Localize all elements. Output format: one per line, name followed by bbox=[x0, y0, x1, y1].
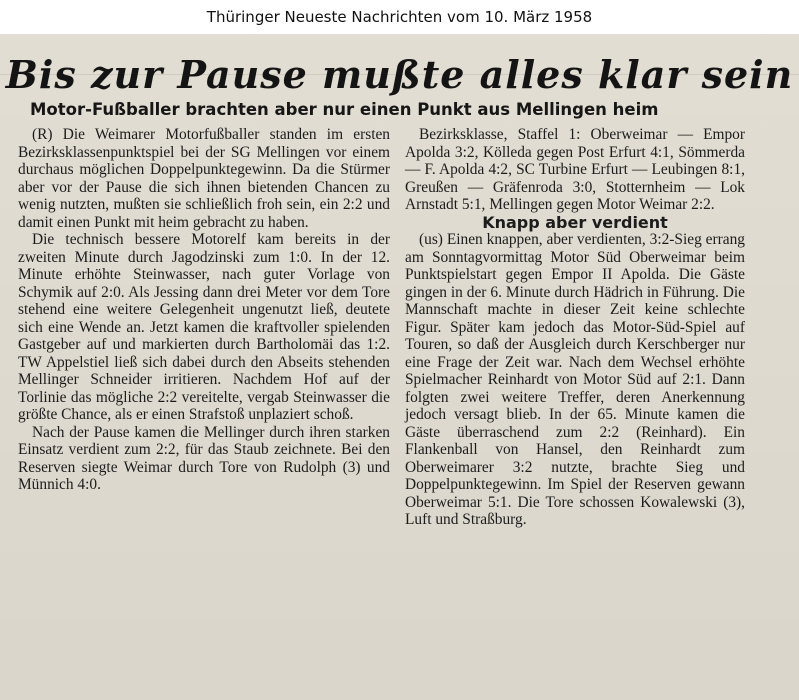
paragraph-oberweimar-report: (us) Einen knappen, aber verdienten, 3:2-Sieg errang am Sonntagvormittag Motor Süd Oberweimar beim Punktspielstart gegen Empor II Apolda. Die Gäste gingen in der 6. Minute durch Hädrich in Führung. Die Mannschaft machte in dieser Zeit keine schlechte Figur. Später kam jedoch das Motor-Süd-Spiel auf Touren, so daß der Ausgleich durch Kerschberger nur eine Frage der Zeit war. Nach dem Wechsel erhöhte Spielmacher Reinhardt von Motor Süd auf 2:1. Dann folgten zwei weitere Treffer, deren Anerkennung jedoch versagt blieb. In der 65. Minute kamen die Gäste überraschend zum 2:2 (Reinhard). Ein Flankenball von Hansel, den Reinhardt zum Oberweimarer 3:2 nutzte, brachte Sieg und Doppelpunktegewinn. Im Spiel der Reserven gewann Oberweimar 5:1. Die Tore schossen Kowalewski (3), Luft und Straßburg. bbox=[405, 231, 745, 528]
image-caption: Thüringer Neueste Nachrichten vom 10. März 1958 bbox=[206, 8, 593, 26]
right-column bbox=[405, 126, 745, 529]
newspaper-clipping bbox=[0, 34, 799, 700]
article-subheadline: Motor-Fußballer brachten aber nur einen Punkt aus Mellingen heim bbox=[30, 100, 659, 119]
paragraph-match-report: Die technisch bessere Motorelf kam bereits in der zweiten Minute durch Jagodzinski zum 1:0. In der 12. Minute erhöhte Steinwasser, nach guter Vorlage von Schymik auf 2:0. Als Jessing dann drei Meter vor dem Tore stehend eine weitere Gelegenheit ungenutzt ließ, deutete sich eine Wende an. Jetzt kamen die kraftvoller spielenden Gastgeber auf und markierten durch Bartholomäi das 1:2. TW Appelstiel ließ sich dabei durch den Abseits stehenden Mellinger Schneider irritieren. Nachdem Hof auf der Torlinie das mögliche 2:2 vereitelte, vergab Steinwasser die größte Chance, als er einen Strafstoß unplaziert schoß. bbox=[18, 231, 390, 423]
paragraph-intro: (R) Die Weimarer Motorfußballer standen im ersten Bezirksklassenpunktspiel bei der SG Mellingen vor einem durchaus möglichen Doppelpunktegewinn. Da die Stürmer aber vor der Pause die sich ihnen bietenden Chancen zu wenig nutzten, mußten sie schließlich froh sein, ein 2:2 und damit einen Punkt mit heim gebracht zu haben. bbox=[18, 126, 390, 231]
paragraph-second-half: Nach der Pause kamen die Mellinger durch ihren starken Einsatz verdient zum 2:2, für das Staub zeichnete. Bei den Reserven siegte Weimar durch Tore von Rudolph (3) und Münnich 4:0. bbox=[18, 423, 390, 493]
article-subheading: Knapp aber verdient bbox=[482, 212, 668, 232]
article-headline: Bis zur Pause mußte alles klar sein bbox=[5, 52, 794, 97]
left-column bbox=[18, 126, 390, 494]
results-paragraph: Bezirksklasse, Staffel 1: Oberweimar — Empor Apolda 3:2, Kölleda gegen Post Erfurt 4:1, Sömmerda — F. Apolda 4:2, SC Turbine Erfurt — Leubingen 8:1, Greußen — Gräfenroda 3:0, Stotternheim — Lok Arnstadt 5:1, Mellingen gegen Motor Weimar 2:2. bbox=[405, 126, 745, 213]
